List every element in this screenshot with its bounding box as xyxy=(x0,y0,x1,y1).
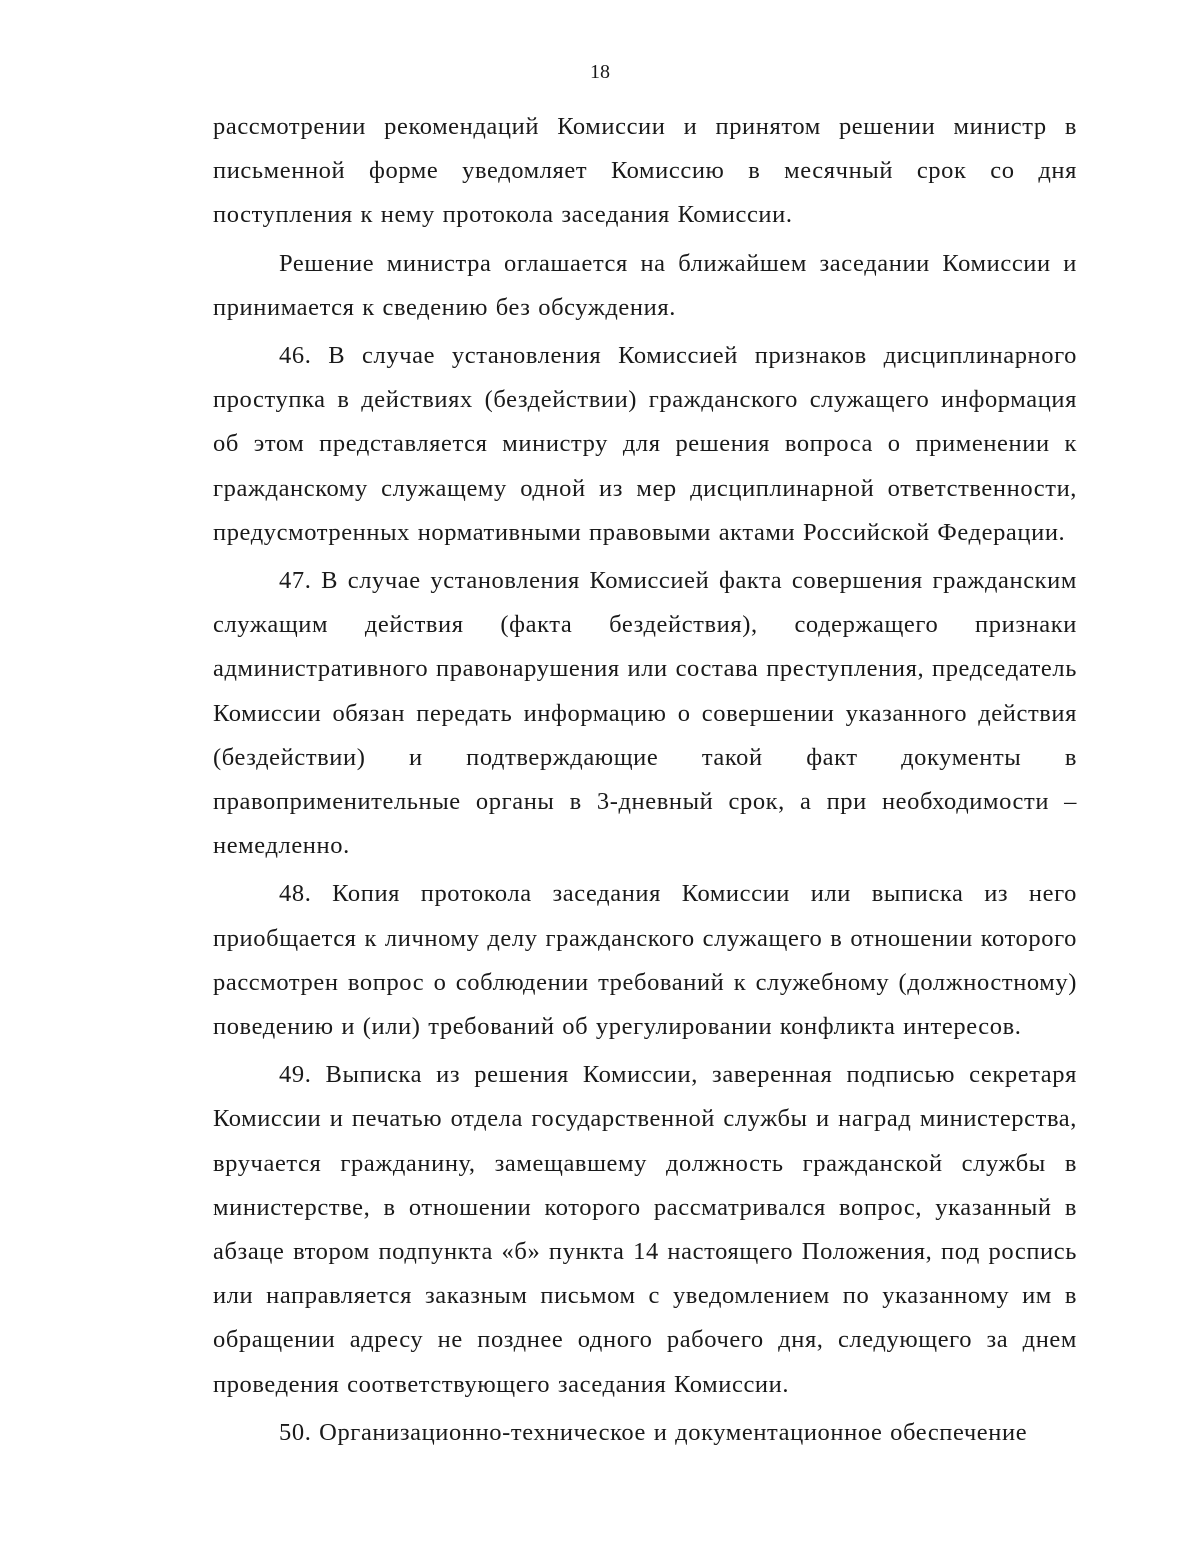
paragraph-continuation: рассмотрении рекомендаций Комиссии и принятом решении министр в письменной форме уведомляет Комиссию в месячный срок со дня поступления к нему протокола заседания Комиссии. xyxy=(213,113,1077,229)
paragraph-49: 49. Выписка из решения Комиссии, заверенная подписью секретаря Комиссии и печатью отдела государственной службы и наград министерства, вручается гражданину, замещавшему должность гражданской службы в министерстве, в отношении которого рассматривался вопрос, указанный в абзаце втором подпункта «б» пункта 14 настоящего Положения, под роспись или направляется заказным письмом с уведомлением по указанному им в обращении адресу не позднее одного рабочего дня, следующего за днем проведения соответствующего заседания Комиссии. xyxy=(213,1061,1077,1398)
paragraph-50: 50. Организационно-техническое и документационное обеспечение xyxy=(279,1418,1028,1446)
paragraph-minister-decision: Решение министра оглашается на ближайшем заседании Комиссии и принимается к сведению без обсуждения. xyxy=(213,249,1077,321)
paragraph-48: 48. Копия протокола заседания Комиссии или выписка из него приобщается к личному делу гражданского служащего в отношении которого рассмотрен вопрос о соблюдении требований к служебному (должностному) поведению и (или) требований об урегулировании конфликта интересов. xyxy=(213,880,1077,1041)
document-body xyxy=(213,105,1077,1455)
page-number: 18 xyxy=(590,61,610,83)
paragraph-46: 46. В случае установления Комиссией признаков дисциплинарного проступка в действиях (бездействии) гражданского служащего информация об этом представляется министру для решения вопроса о применении к гражданскому служащему одной из мер дисциплинарной ответственности, предусмотренных нормативными правовыми актами Российской Федерации. xyxy=(213,342,1077,546)
paragraph-47: 47. В случае установления Комиссией факта совершения гражданским служащим действия (факта бездействия), содержащего признаки административного правонарушения или состава преступления, председатель Комиссии обязан передать информацию о совершении указанного действия (бездействии) и подтверждающие такой факт документы в правоприменительные органы в 3-дневный срок, а при необходимости – немедленно. xyxy=(213,567,1077,860)
